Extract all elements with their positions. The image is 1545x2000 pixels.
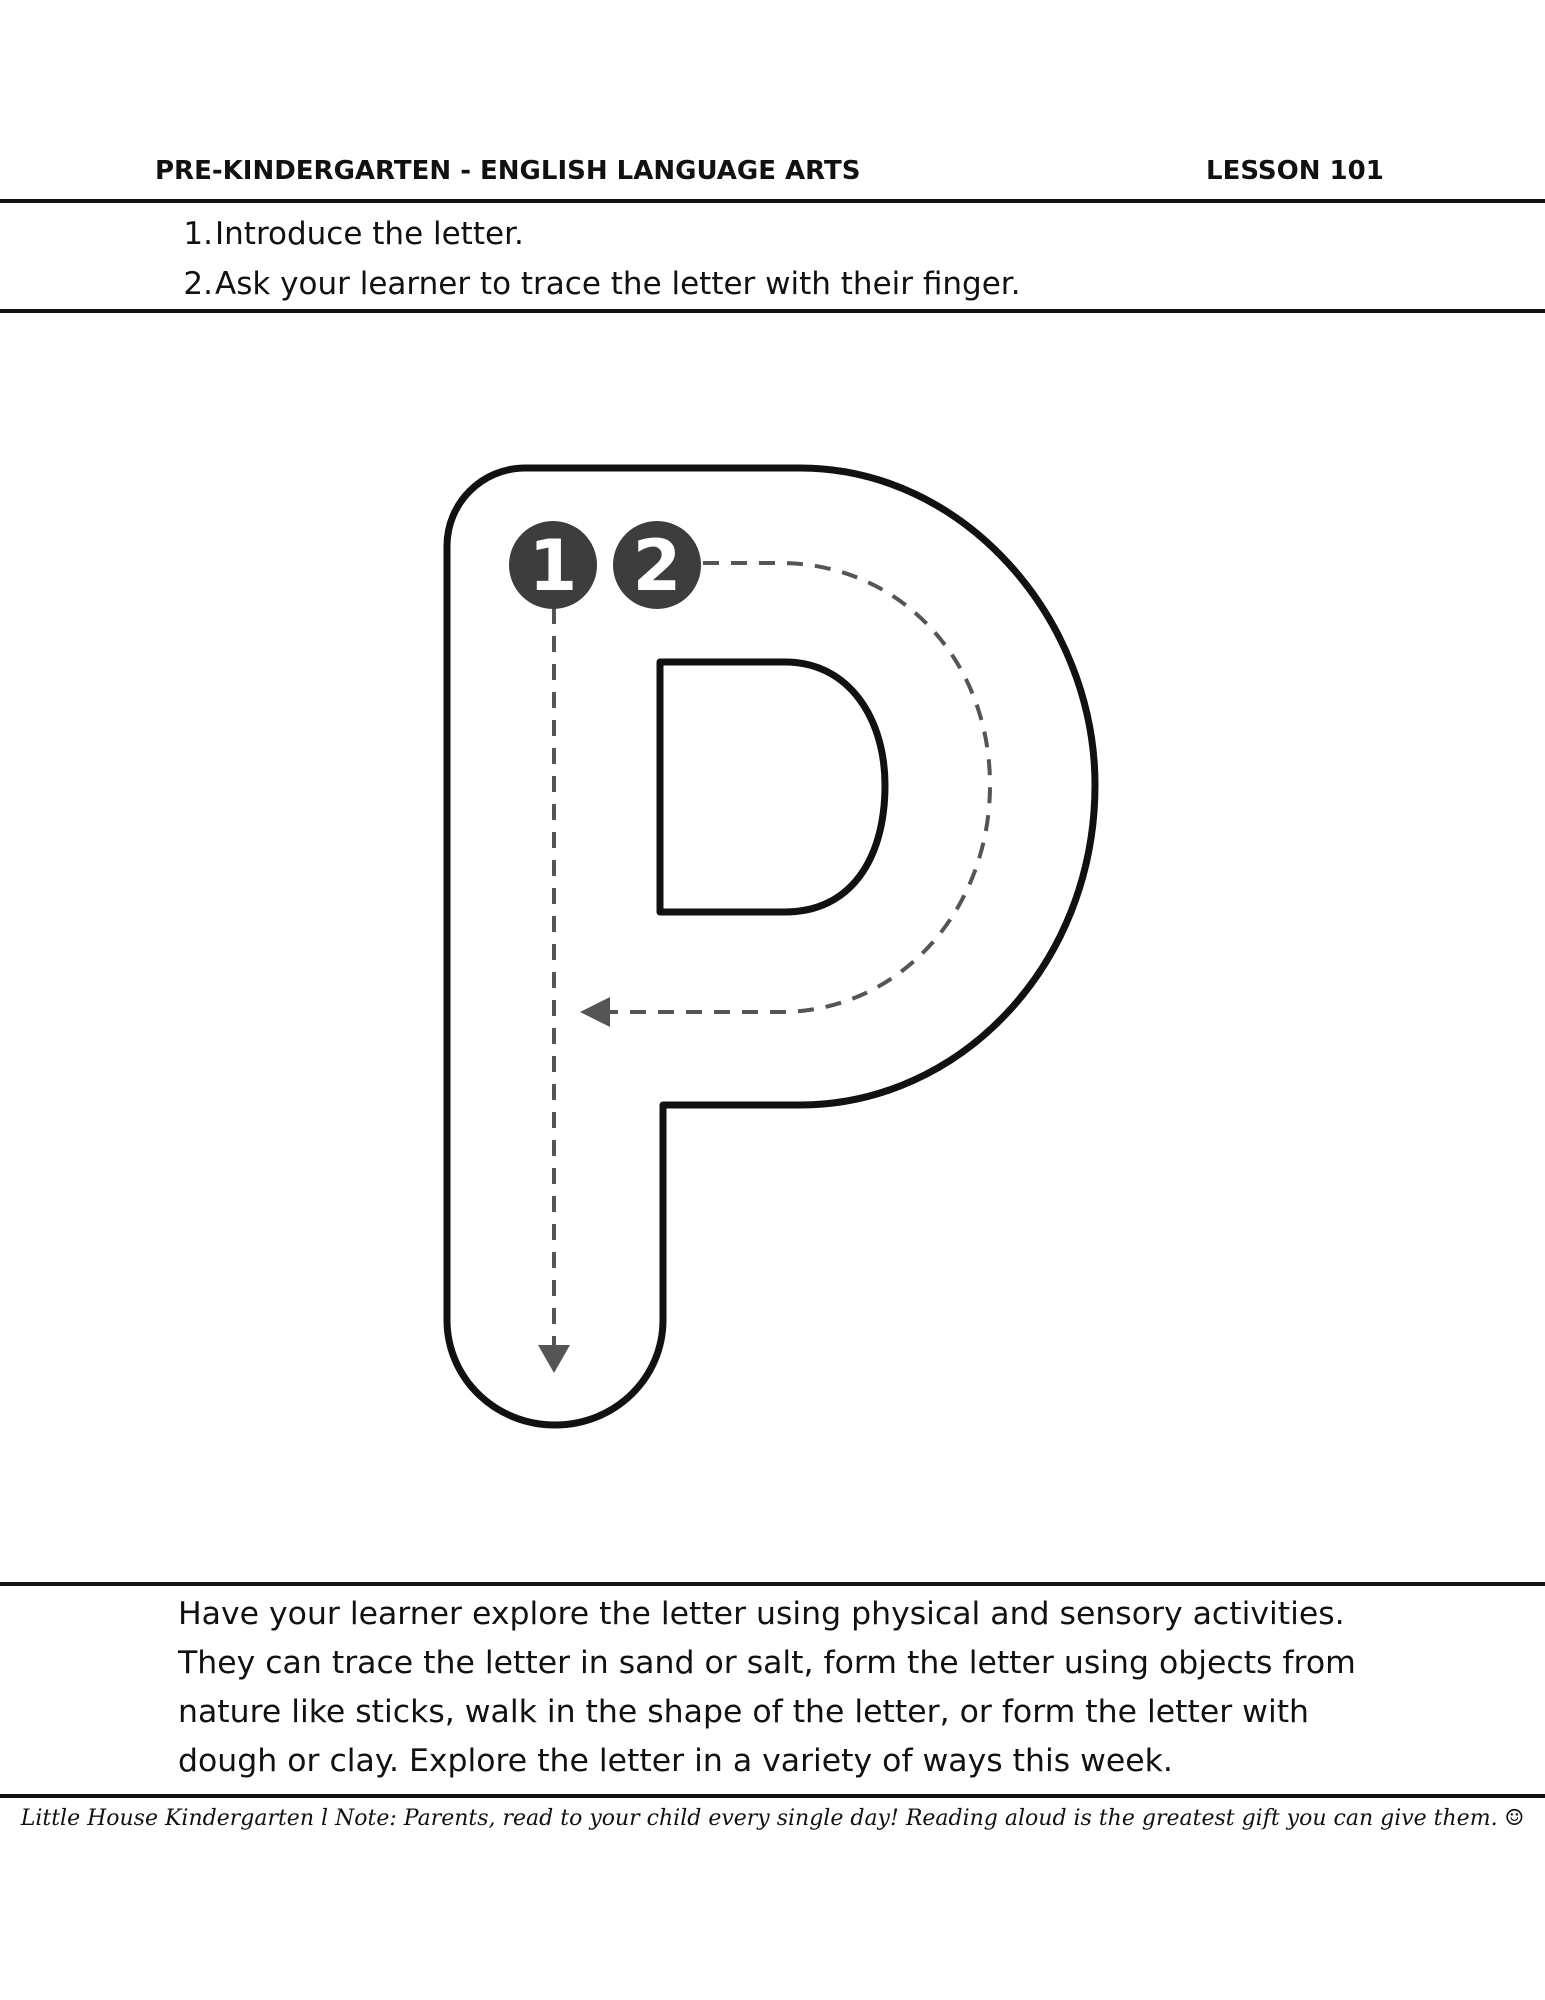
letter-p-outline	[447, 468, 1095, 1425]
subject-title: PRE-KINDERGARTEN - ENGLISH LANGUAGE ARTS	[155, 156, 861, 186]
activity-paragraph: Have your learner explore the letter using physical and sensory activities. They can trace the letter in sand or salt, form the letter using objects from nature like sticks, walk in the shape of the letter, or form the letter with dough or clay. Explore the letter in a variety of ways this week.	[178, 1596, 1356, 1779]
step-badge-2	[613, 521, 701, 609]
letter-p-tracing-figure	[0, 300, 1545, 1550]
instruction-text: Introduce the letter.	[215, 216, 524, 252]
header-divider	[0, 199, 1545, 203]
instruction-list	[0, 210, 1545, 310]
page-header	[0, 150, 1545, 190]
letter-p-counter	[660, 662, 885, 912]
step-badge-1	[509, 521, 597, 609]
step-badge-2-label: 2	[632, 525, 682, 607]
instruction-number: 1.	[183, 216, 213, 252]
footer-note: Little House Kindergarten l Note: Parents, read to your child every single day! Reading aloud is the greatest gift you can give them. ☺	[20, 1806, 1525, 1831]
activity-bottom-divider	[0, 1794, 1545, 1798]
instruction-text: Ask your learner to trace the letter with their finger.	[215, 266, 1021, 302]
instruction-item	[0, 210, 1545, 260]
instruction-number: 2.	[183, 266, 213, 302]
step-badge-1-label: 1	[528, 525, 578, 607]
activity-top-divider	[0, 1582, 1545, 1586]
lesson-number: LESSON 101	[1206, 156, 1384, 186]
